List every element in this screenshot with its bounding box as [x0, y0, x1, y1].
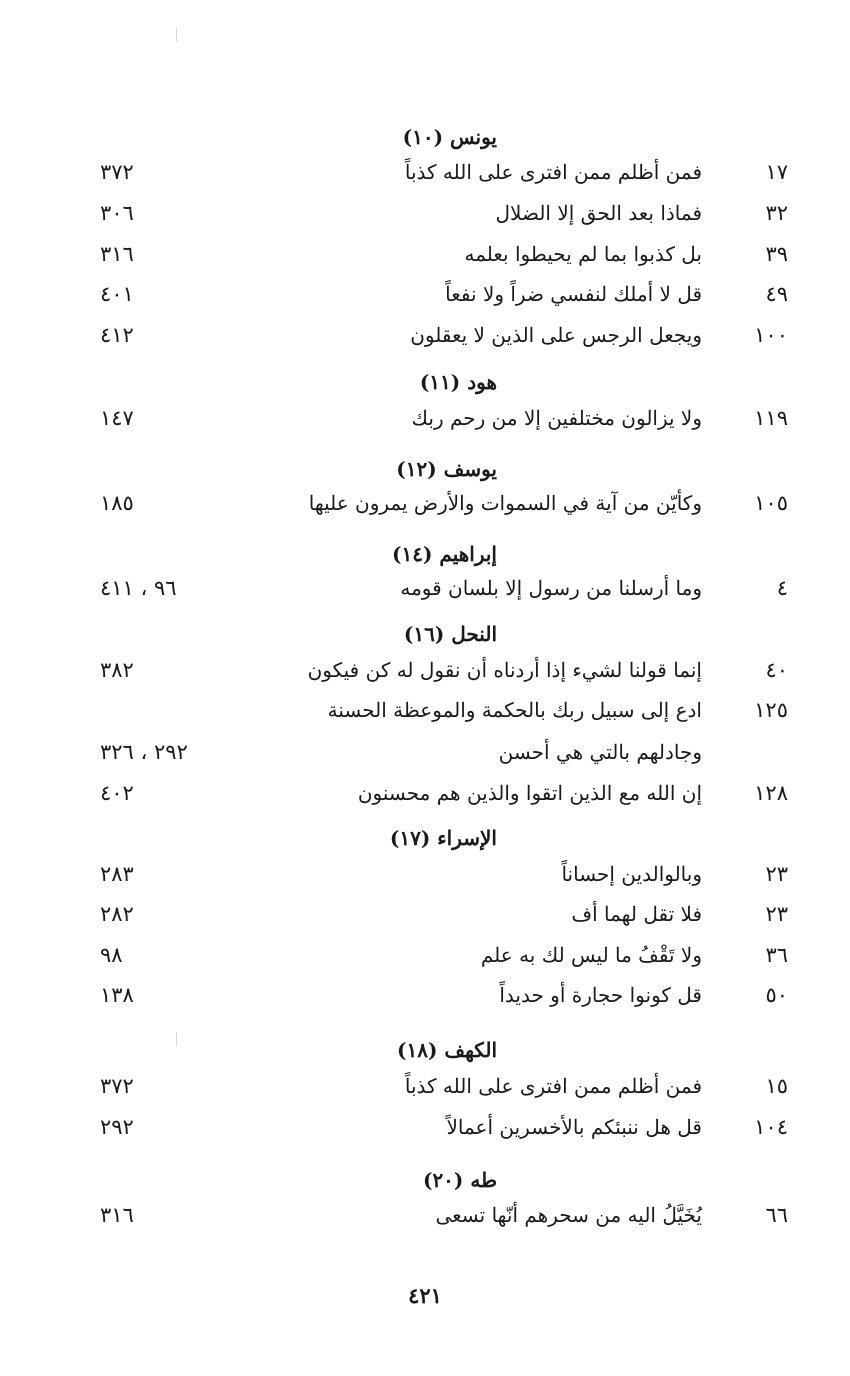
verse-text: وجادلهم بالتي هي أحسن: [498, 740, 702, 764]
index-row: [0, 152, 850, 192]
page-refs: ٢٨٣: [100, 862, 134, 886]
verse-text: فمن أظلم ممن افترى على الله كذباً: [404, 160, 702, 184]
index-row: [0, 398, 850, 438]
index-row: [0, 894, 850, 934]
surah-title: النحل (١٦): [403, 622, 497, 646]
verse-num: ٣٦: [765, 943, 788, 967]
verse-num: ٤٠: [765, 658, 788, 682]
verse-text: إنما قولنا لشيء إذا أردناه أن نقول له كن فيكون: [307, 658, 702, 682]
index-row: [0, 193, 850, 233]
surah-heading: [0, 818, 850, 858]
verse-text: قل هل ننبئكم بالأخسرين أعمالاً: [446, 1115, 702, 1139]
index-row: [0, 732, 850, 772]
index-row: [0, 568, 850, 608]
verse-text: فمن أظلم ممن افترى على الله كذباً: [404, 1074, 702, 1098]
index-row: [0, 975, 850, 1015]
verse-num: ١٠٤: [754, 1115, 788, 1139]
page-refs: ٩٦ ، ٤١١: [100, 576, 177, 600]
surah-title: الكهف (١٨): [397, 1038, 497, 1062]
verse-text: ادع إلى سبيل ربك بالحكمة والموعظة الحسنة: [327, 698, 702, 722]
page-refs: ٩٨: [100, 943, 123, 967]
page-refs: ٢٩٢: [100, 1115, 134, 1139]
verse-num: ١٢٥: [754, 698, 788, 722]
surah-heading: [0, 117, 850, 157]
verse-num: ٢٣: [765, 902, 788, 926]
index-row: [0, 234, 850, 274]
verse-num: ١٠٠: [754, 323, 788, 347]
verse-num: ٢٣: [765, 862, 788, 886]
page-refs: ٣٧٢: [100, 160, 134, 184]
verse-num: ١٥: [765, 1074, 788, 1098]
index-row: [0, 1107, 850, 1147]
verse-text: ولا تَقْفُ ما ليس لك به علم: [480, 943, 702, 967]
verse-text: فلا تقل لهما أف: [571, 902, 702, 926]
verse-num: ٣٩: [765, 242, 788, 266]
verse-text: ويجعل الرجس على الذين لا يعقلون: [410, 323, 702, 347]
index-row: [0, 690, 850, 730]
page-refs: ٣٧٢: [100, 1074, 134, 1098]
verse-num: ٦٦: [765, 1203, 788, 1227]
verse-num: ٤: [776, 576, 788, 600]
verse-text: وبالوالدين إحساناً: [561, 862, 702, 886]
verse-num: ١٠٥: [754, 491, 788, 515]
verse-text: بل كذبوا بما لم يحيطوا بعلمه: [464, 242, 702, 266]
verse-text: يُخَيَّلُ اليه من سحرهم أنّها تسعى: [435, 1203, 702, 1227]
verse-num: ٣٢: [765, 201, 788, 225]
page-refs: ٣١٦: [100, 242, 134, 266]
index-row: [0, 274, 850, 314]
page-refs: ٤٠١: [100, 282, 134, 306]
verse-num: ١٢٨: [754, 781, 788, 805]
page-refs: ٤١٢: [100, 323, 134, 347]
surah-heading: [0, 362, 850, 402]
page-refs: ٢٨٢: [100, 902, 134, 926]
verse-text: إن الله مع الذين اتقوا والذين هم محسنون: [357, 781, 702, 805]
page-refs: ٤٠٢: [100, 781, 134, 805]
verse-num: ١٧: [765, 160, 788, 184]
scan-mark-top: [176, 28, 177, 42]
index-row: [0, 773, 850, 813]
verse-text: وما أرسلنا من رسول إلا بلسان قومه: [400, 576, 702, 600]
surah-heading: [0, 1030, 850, 1070]
verse-num: ٤٩: [765, 282, 788, 306]
surah-heading: [0, 1160, 850, 1200]
verse-num: ٥٠: [765, 983, 788, 1007]
index-row: [0, 935, 850, 975]
surah-title: يونس (١٠): [402, 125, 497, 149]
page-refs: ١٨٥: [100, 491, 134, 515]
surah-heading: [0, 614, 850, 654]
index-row: [0, 315, 850, 355]
page-refs: ٣٠٦: [100, 201, 134, 225]
surah-title: طه (٢٠): [422, 1168, 497, 1192]
page-refs: ٣١٦: [100, 1203, 134, 1227]
verse-text: ولا يزالون مختلفين إلا من رحم ربك: [411, 406, 702, 430]
index-row: [0, 854, 850, 894]
verse-text: قل لا أملك لنفسي ضراً ولا نفعاً: [445, 282, 702, 306]
verse-text: وكأيّن من آية في السموات والأرض يمرون عليها: [308, 491, 702, 515]
page-refs: ١٣٨: [100, 983, 134, 1007]
page-number: ٤٢١: [408, 1283, 442, 1308]
verse-text: قل كونوا حجارة أو حديداً: [499, 983, 702, 1007]
index-row: [0, 1066, 850, 1106]
index-row: [0, 483, 850, 523]
page-refs: ١٤٧: [100, 406, 134, 430]
index-row: [0, 650, 850, 690]
verse-num: ١١٩: [754, 406, 788, 430]
page-refs: ٢٩٢ ، ٣٢٦: [100, 740, 188, 764]
surah-title: الإسراء (١٧): [389, 826, 497, 850]
index-row: [0, 1195, 850, 1235]
verse-text: فماذا بعد الحق إلا الضلال: [495, 201, 702, 225]
surah-title: يوسف (١٢): [396, 457, 497, 481]
surah-title: هود (١١): [419, 370, 497, 394]
surah-title: إبراهيم (١٤): [392, 542, 497, 566]
page-refs: ٣٨٢: [100, 658, 134, 682]
